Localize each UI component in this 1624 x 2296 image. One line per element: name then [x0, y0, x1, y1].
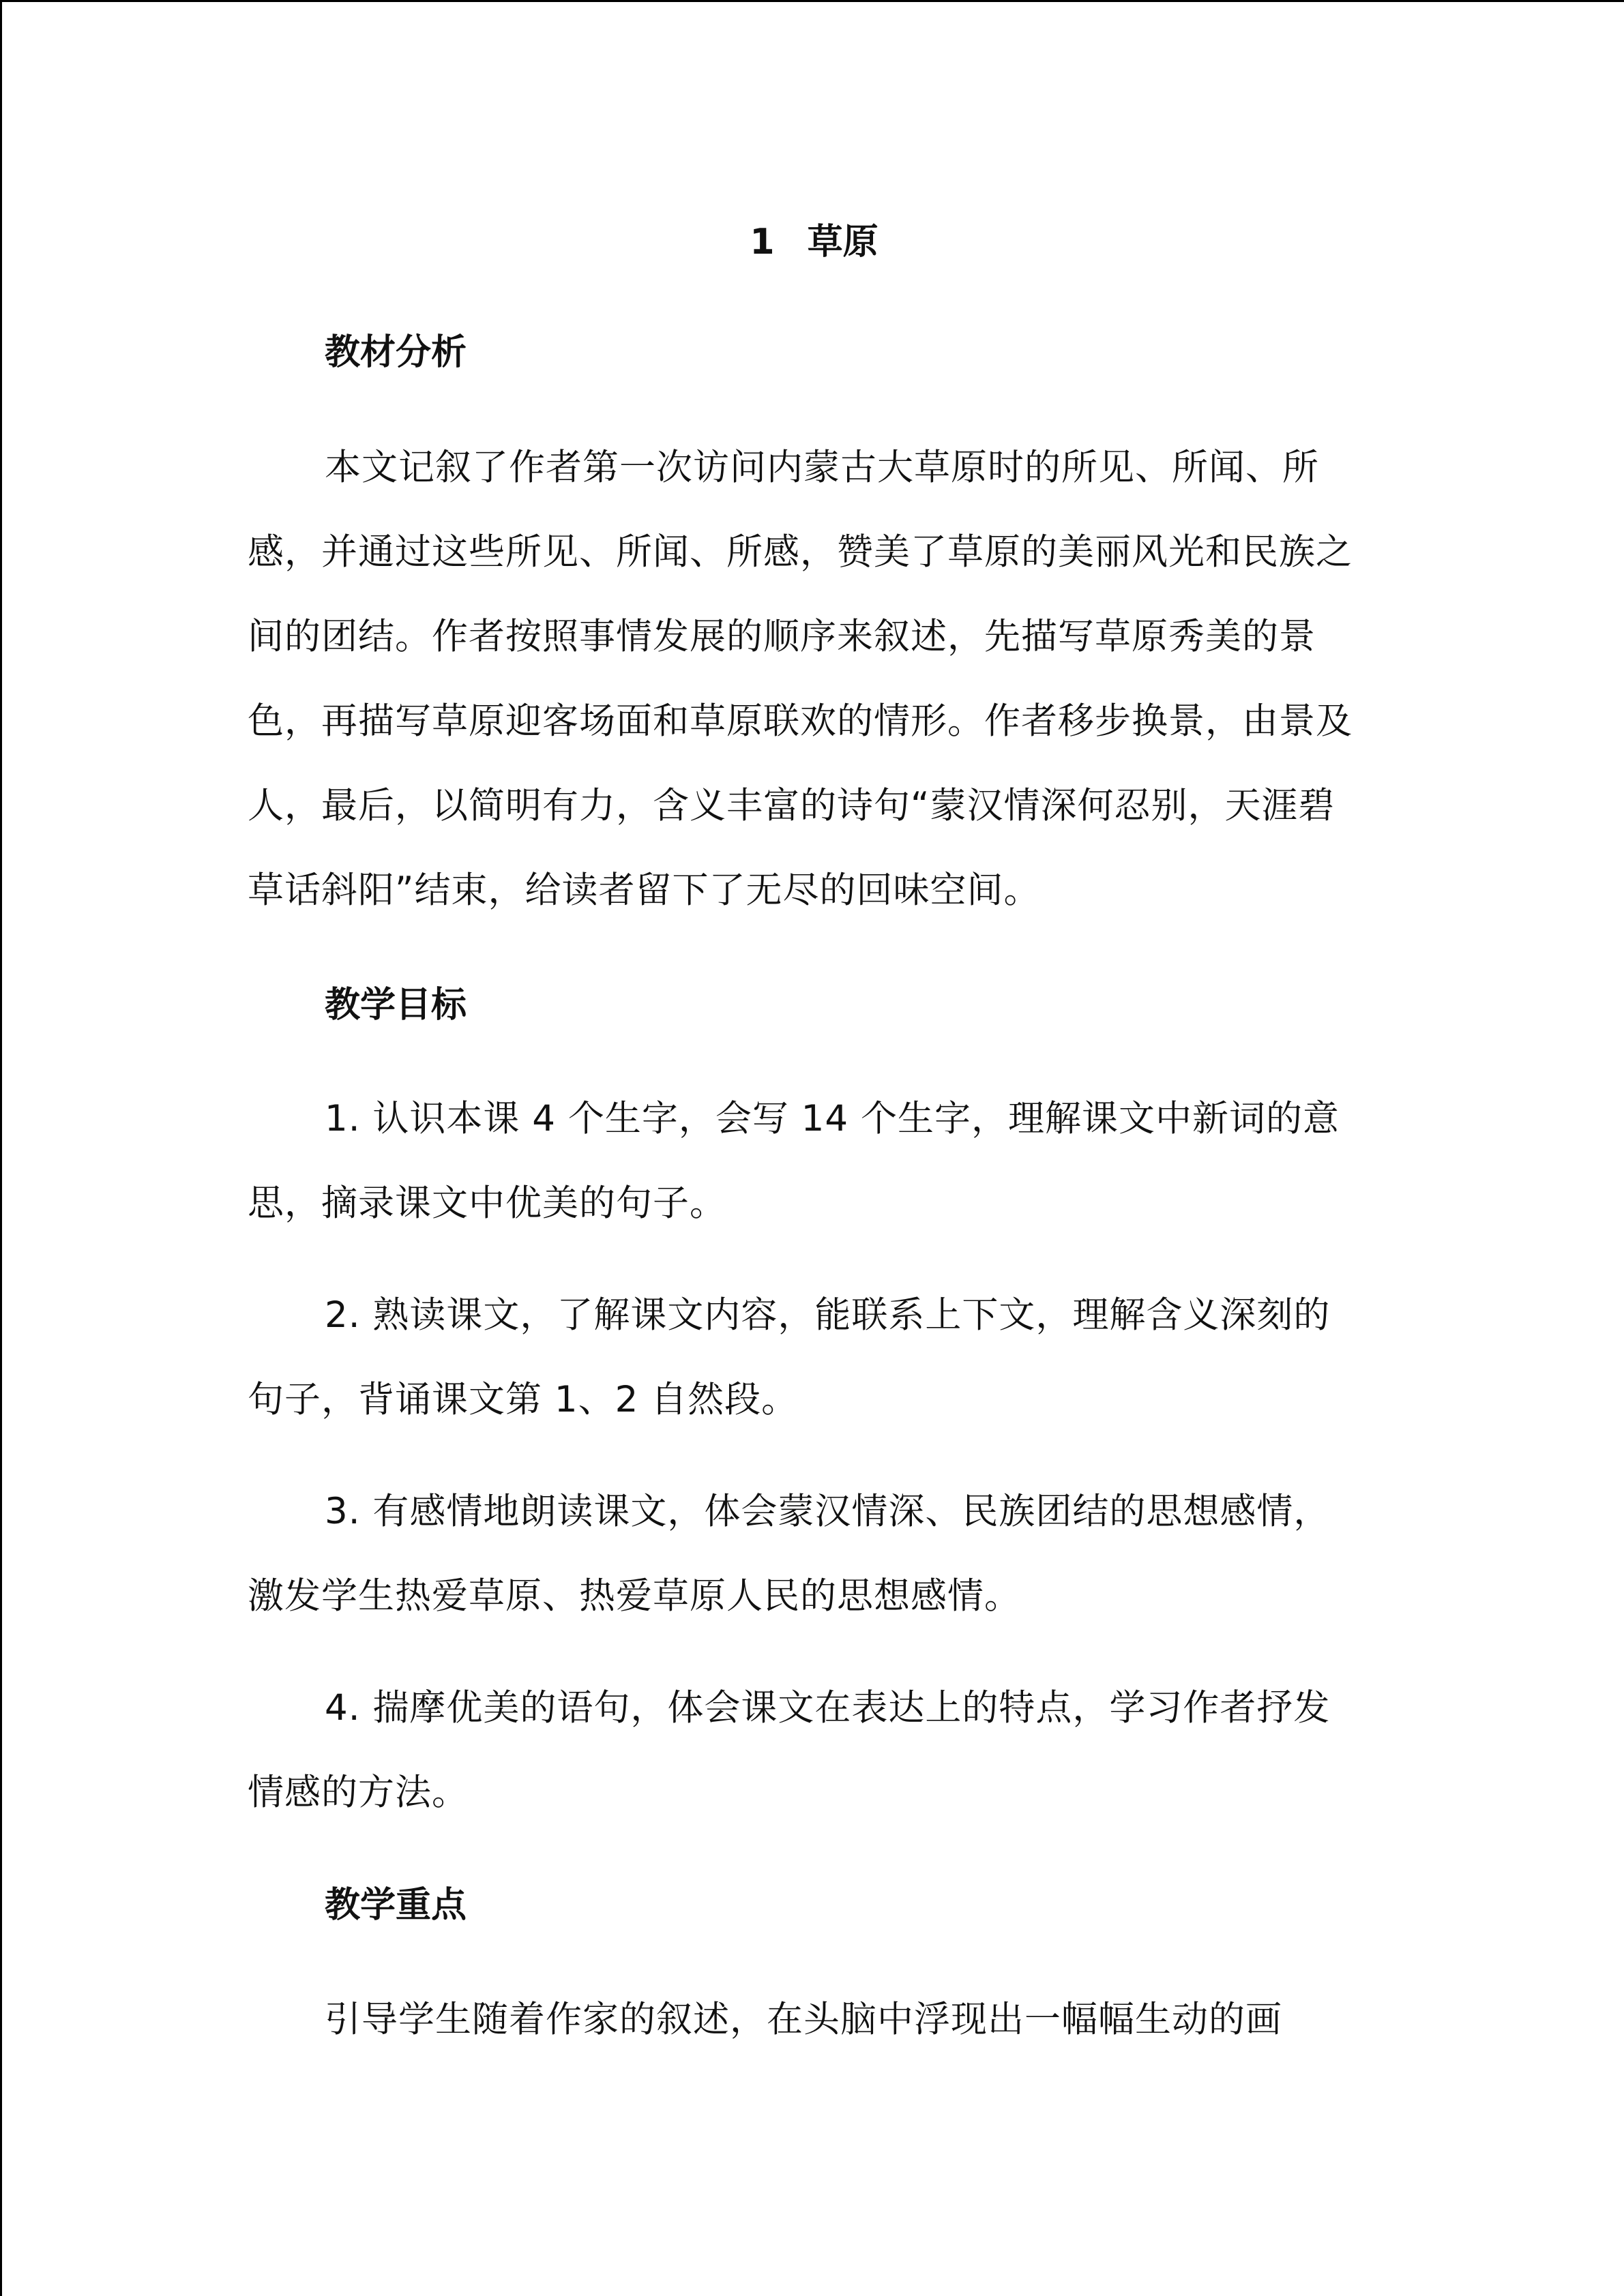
goal-item: 3. 有感情地朗读课文，体会蒙汉情深、民族团结的思想感情，激发学生热爱草原、热爱草原人民的思想感情。: [248, 1491, 1331, 1617]
goal-item: 2. 熟读课文，了解课文内容，能联系上下文，理解含义深刻的句子，背诵课文第 1、2 自然段。: [248, 1294, 1331, 1420]
title-number: 1: [750, 222, 775, 263]
analysis-paragraph: 本文记叙了作者第一次访问内蒙古大草原时的所见、所闻、所感，并通过这些所见、所闻、所感，赞美了草原的美丽风光和民族之间的团结。作者按照事情发展的顺序来叙述，先描写草原秀美的景色，再描写草原迎客场面和草原联欢的情形。作者移步换景，由景及人，最后，以简明有力，含义丰富的诗句“蒙汉情深何忍别，天涯碧草话斜阳”结束，给读者留下了无尽的回味空间。: [248, 447, 1353, 911]
goal-item: 4. 揣摩优美的语句，体会课文在表达上的特点，学习作者抒发情感的方法。: [248, 1687, 1331, 1813]
section-heading-goals: 教学目标: [325, 985, 467, 1026]
key-points-paragraph: 引导学生随着作家的叙述，在头脑中浮现出一幅幅生动的画: [325, 1999, 1282, 2040]
goal-item: 1. 认识本课 4 个生字，会写 14 个生字，理解课文中新词的意思，摘录课文中优美的句子。: [248, 1098, 1340, 1224]
page-title: [2, 215, 1624, 269]
title-text: 草原: [807, 222, 879, 263]
section-heading-key-points: 教学重点: [325, 1885, 467, 1926]
section-heading-analysis: 教材分析: [325, 332, 467, 373]
